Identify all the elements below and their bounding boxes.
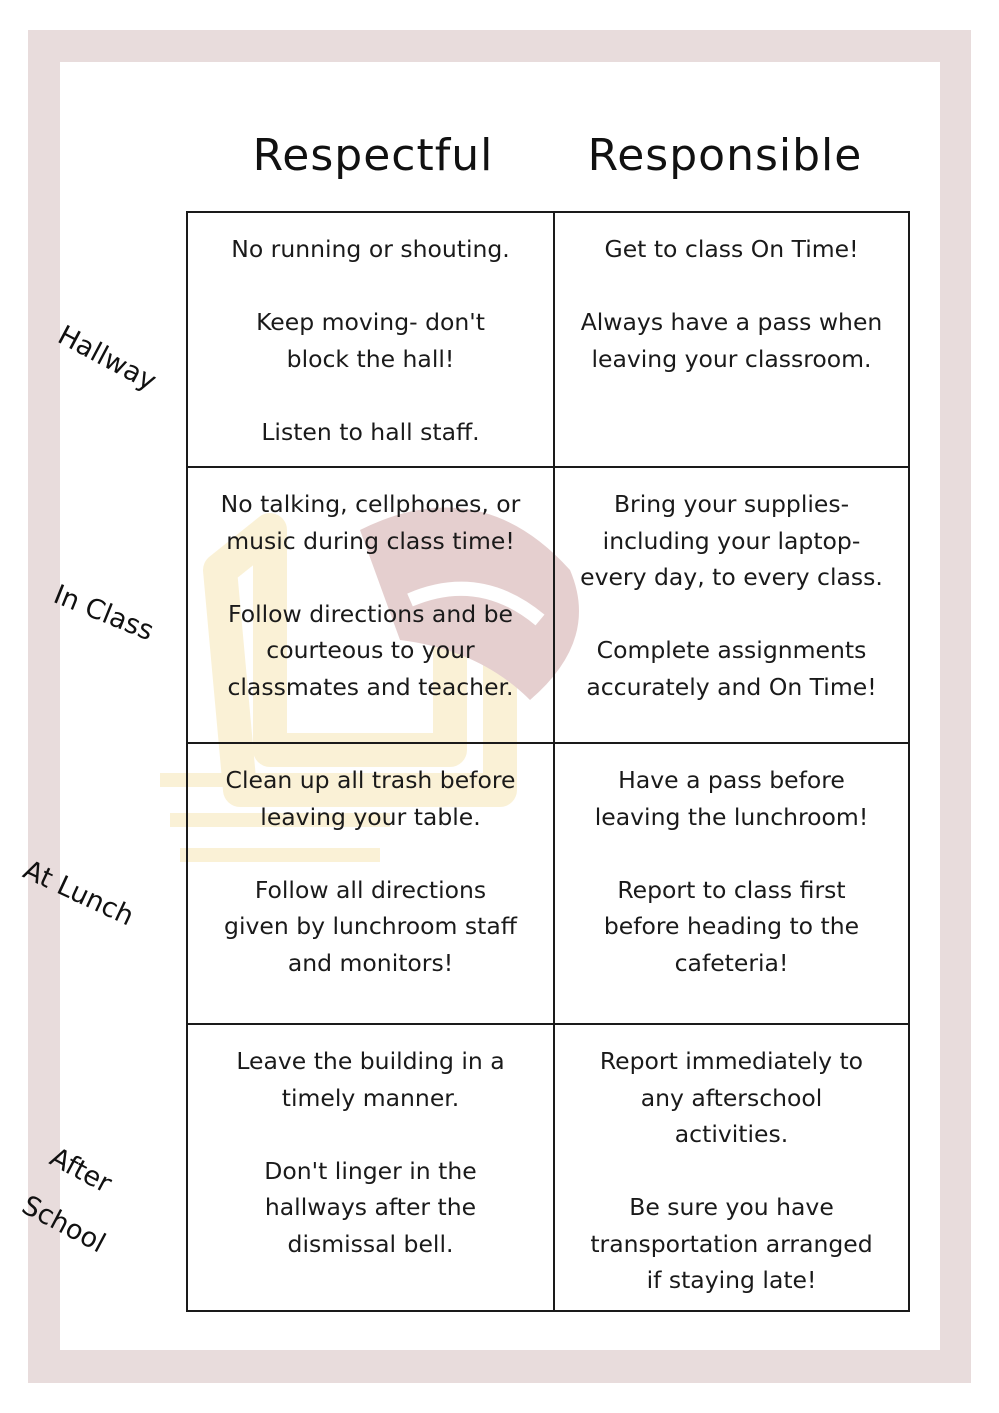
row-label-in-class: In Class xyxy=(49,579,158,648)
list-item: Have a pass before leaving the lunchroom! xyxy=(594,766,869,831)
cell-at-lunch-responsible xyxy=(555,744,908,1023)
list-item: Listen to hall staff. xyxy=(261,417,480,446)
list-item: Report to class first before heading to the cafeteria! xyxy=(603,875,860,977)
list-item: Report immediately to any afterschool activities. xyxy=(599,1047,864,1148)
list-item: No running or shouting. xyxy=(231,235,510,263)
row-label-school: School xyxy=(16,1189,111,1260)
list-item: Be sure you have transportation arranged if staying late! xyxy=(590,1193,873,1294)
list-item: Leave the building in a timely manner. xyxy=(236,1047,505,1112)
cell-at-lunch-respectful xyxy=(188,744,555,1023)
cell-hallway-respectful xyxy=(188,213,555,466)
list-item: Follow all directions given by lunchroom staff and monitors! xyxy=(224,875,517,977)
column-header-responsible: Responsible xyxy=(587,130,863,181)
table-row-hallway xyxy=(188,213,908,466)
expectations-matrix xyxy=(186,211,910,1312)
list-item: Bring your supplies- including your laptop- every day, to every class. xyxy=(580,490,883,591)
list-item: Don't linger in the hallways after the dismissal bell. xyxy=(264,1156,477,1258)
cell-in-class-responsible xyxy=(555,468,908,742)
row-label-hallway: Hallway xyxy=(52,319,162,398)
table-row-after-school xyxy=(188,1023,908,1310)
list-item: Keep moving- don't block the hall! xyxy=(256,308,485,373)
row-label-at-lunch: At Lunch xyxy=(18,854,139,933)
cell-in-class-respectful xyxy=(188,468,555,742)
cell-after-school-respectful xyxy=(188,1025,555,1310)
table-row-in-class xyxy=(188,466,908,742)
list-item: Get to class On Time! xyxy=(604,235,859,263)
table-row-at-lunch xyxy=(188,742,908,1023)
list-item: Clean up all trash before leaving your table. xyxy=(225,766,516,831)
list-item: No talking, cellphones, or music during class time! xyxy=(220,490,521,555)
row-label-after: After xyxy=(44,1141,117,1200)
list-item: Always have a pass when leaving your classroom. xyxy=(580,308,883,373)
list-item: Complete assignments accurately and On Time! xyxy=(586,636,877,701)
column-header-respectful: Respectful xyxy=(252,130,494,181)
cell-after-school-responsible xyxy=(555,1025,908,1310)
cell-hallway-responsible xyxy=(555,213,908,466)
list-item: Follow directions and be courteous to your classmates and teacher. xyxy=(227,599,514,701)
